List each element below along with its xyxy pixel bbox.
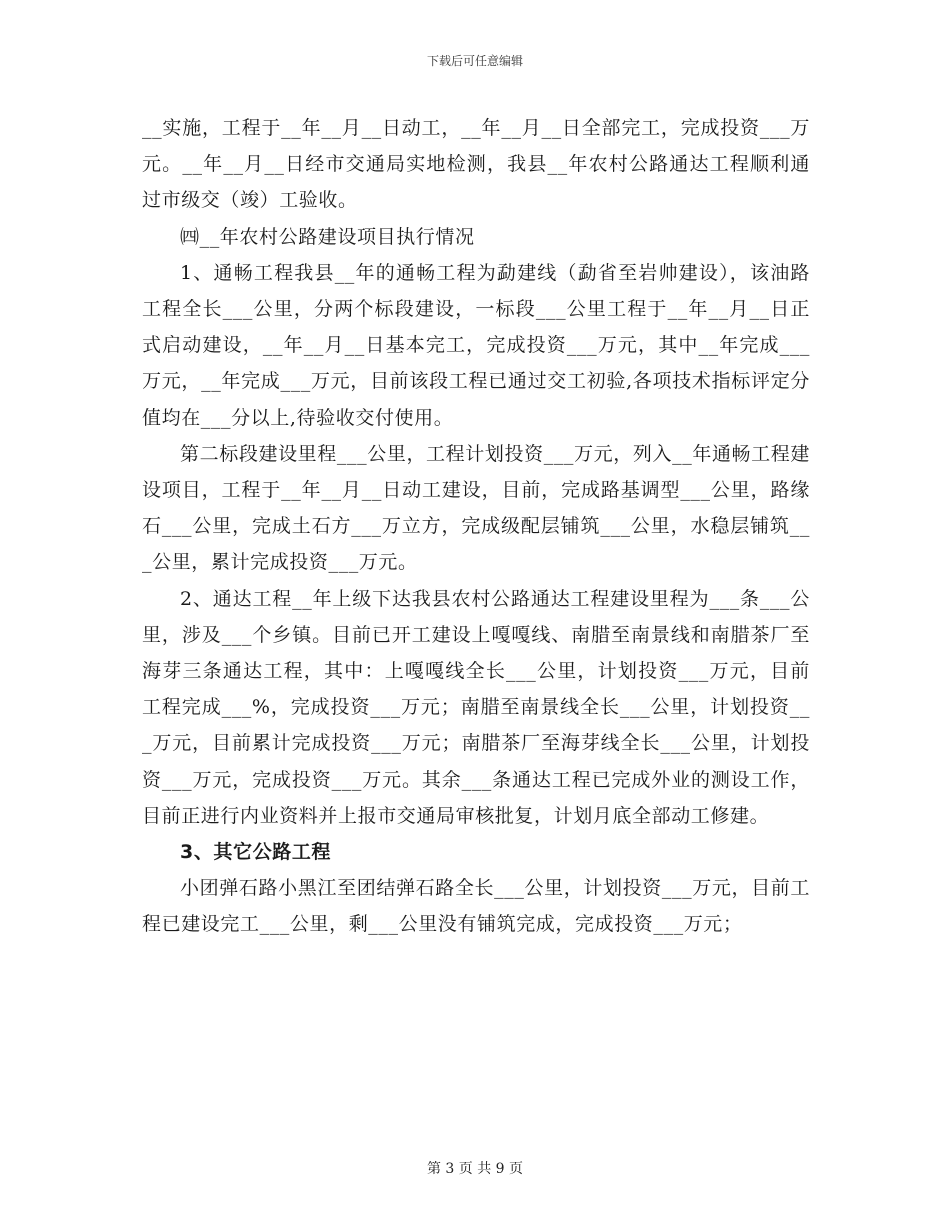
section-heading-other-roads: 3、其它公路工程: [180, 841, 332, 864]
paragraph-stone-road: 小团弹石路小黑江至团结弹石路全长___公里，计划投资___万元，目前工程已建设完工___公里，剩___公里没有铺筑完成，完成投资___万元；: [142, 877, 810, 936]
document-body: [142, 110, 810, 943]
page-header-note: 下载后可任意编辑: [426, 54, 523, 68]
paragraph-access-project: 2、通达工程__年上级下达我县农村公路通达工程建设里程为___条___公里，涉及___个乡镇。目前已开工建设上嘎嘎线、南腊至南景线和南腊茶厂至海芽三条通达工程，其中：上嘎嘎线全长___公里，计划投资___万元，目前工程完成___%，完成投资___万元；南腊至南景线全长___公里，计划投资___万元，目前累计完成投资___万元；南腊茶厂至海芽线全长___公里，计划投资___万元，完成投资___万元。其余___条通达工程已完成外业的测设工作，目前正进行内业资料并上报市交通局审核批复，计划月底全部动工修建。: [142, 587, 810, 827]
paragraph-second-section: 第二标段建设里程___公里，工程计划投资___万元，列入__年通畅工程建设项目，工程于__年__月__日动工建设，目前，完成路基调型___公里，路缘石___公里，完成土石方___万立方，完成级配层铺筑___公里，水稳层铺筑___公里，累计完成投资___万元。: [142, 442, 810, 574]
paragraph-acceptance-summary: __实施，工程于__年__月__日动工，__年__月__日全部完工，完成投资___万元。__年__月__日经市交通局实地检测，我县__年农村公路通达工程顺利通过市级交（竣）工验收。: [142, 117, 810, 212]
paragraph-smooth-road-project: 1、通畅工程我县__年的通畅工程为勐建线（勐省至岩帅建设），该油路工程全长___公里，分两个标段建设，一标段___公里工程于__年__月__日正式启动建设，__年__月__日基本完工，完成投资___万元，其中__年完成___万元，__年完成___万元，目前该段工程已通过交工初验,各项技术指标评定分值均在___分以上,待验收交付使用。: [142, 261, 810, 429]
page-number-footer: 第 3 页 共 9 页: [426, 1161, 524, 1177]
section-heading-project-execution: ㈣__年农村公路建设项目执行情况: [180, 225, 475, 248]
